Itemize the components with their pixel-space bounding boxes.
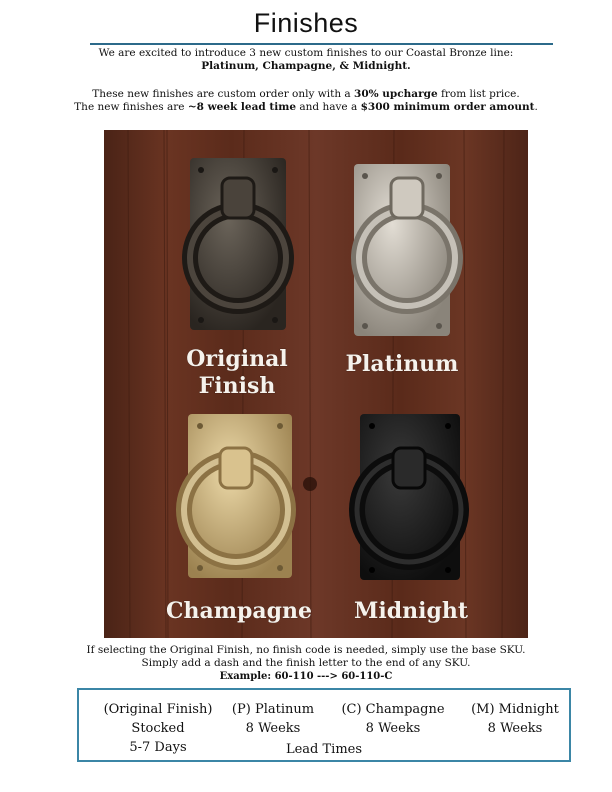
minimum-order-highlight: $300 minimum order amount: [360, 101, 535, 113]
option-original-days: 5-7 Days: [129, 740, 187, 755]
option-champagne: [337, 700, 449, 738]
upcharge-highlight: 30% upcharge: [354, 88, 438, 100]
option-platinum: [227, 700, 319, 738]
label-original-line-1: Original: [186, 346, 288, 372]
intro-line-1: We are excited to introduce 3 new custom finishes to our Coastal Bronze line:: [98, 47, 514, 59]
original-finish-pull: [190, 158, 286, 330]
lead-times-box: [77, 688, 571, 762]
option-midnight-weeks: 8 Weeks: [487, 721, 543, 736]
pricing-line-1: These new finishes are custom order only with a 30% upcharge from list price.: [92, 88, 520, 100]
sku-line-1: If selecting the Original Finish, no finish code is needed, simply use the base SKU.: [86, 644, 526, 656]
midnight-pull: [357, 414, 461, 580]
sku-example: Example: 60-110 ---> 60-110-C: [219, 671, 393, 682]
label-platinum: Platinum: [345, 351, 459, 377]
pricing-line-2: The new finishes are ~8 week lead time and have a $300 minimum order amount.: [74, 101, 538, 113]
finishes-photo: [104, 130, 528, 638]
label-original-line-2: Finish: [198, 373, 276, 399]
intro-text: [0, 47, 612, 73]
page-title: Finishes: [253, 8, 359, 38]
platinum-pull: [354, 164, 455, 336]
option-midnight: [463, 700, 567, 738]
intro-line-2: Platinum, Champagne, & Midnight.: [201, 60, 411, 72]
option-platinum-weeks: 8 Weeks: [245, 721, 301, 736]
finishes-photo-svg: [104, 130, 528, 638]
champagne-pull: [184, 414, 292, 578]
option-original-name: (Original Finish): [103, 702, 213, 717]
label-midnight: Midnight: [354, 598, 468, 624]
option-platinum-name: (P) Platinum: [231, 702, 315, 717]
option-champagne-weeks: 8 Weeks: [365, 721, 421, 736]
title-divider: [90, 43, 553, 45]
wood-knot: [303, 477, 317, 491]
option-midnight-name: (M) Midnight: [471, 702, 559, 717]
sku-instructions: [0, 644, 612, 683]
lead-time-highlight: ~8 week lead time: [187, 101, 297, 113]
sku-line-2: Simply add a dash and the finish letter to the end of any SKU.: [141, 657, 471, 669]
pricing-note: [0, 88, 612, 114]
label-champagne: Champagne: [165, 598, 313, 624]
option-champagne-name: (C) Champagne: [341, 702, 445, 717]
option-original-status: Stocked: [131, 721, 185, 736]
lead-times-caption: Lead Times: [285, 742, 363, 757]
